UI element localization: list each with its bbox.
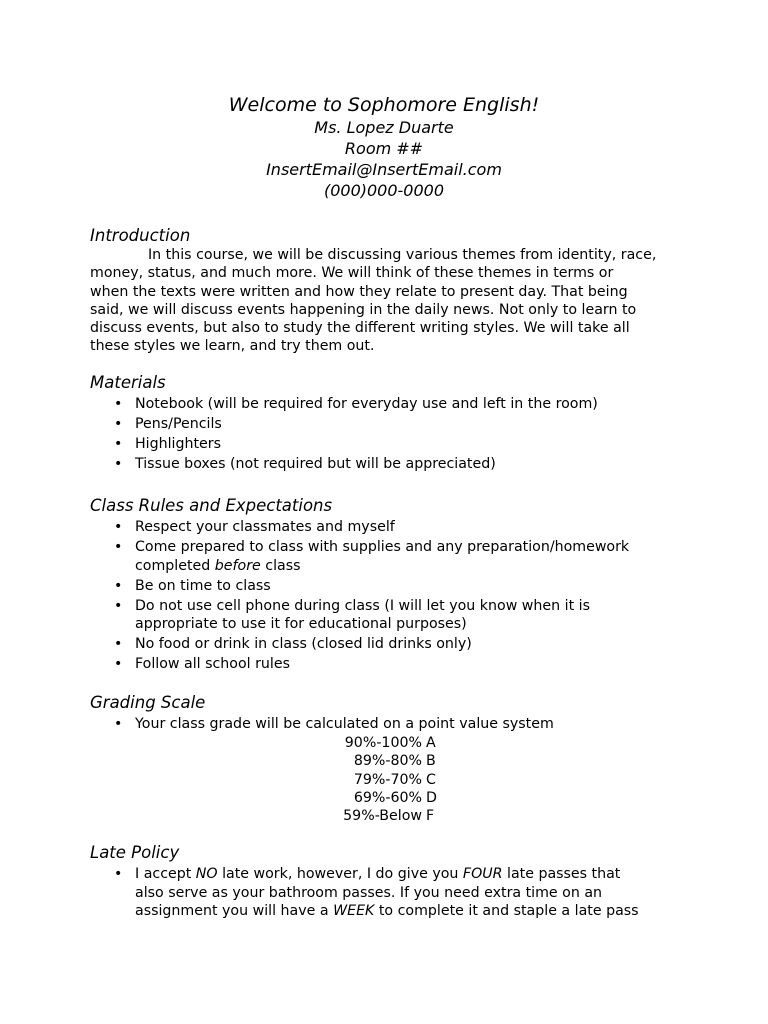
intro-line: when the texts were written and how they relate to present day. That being [90,283,628,300]
bullet-icon: • [114,416,123,432]
list-item: • Follow all school rules [114,656,290,672]
bullet-icon: • [114,636,123,652]
list-item: • No food or drink in class (closed lid drinks only) [114,636,472,652]
list-item: • Come prepared to class with supplies and any preparation/homework completed before class [114,539,630,574]
intro-line: these styles we learn, and try them out. [90,338,375,355]
grade-row: 90%-100% A [344,735,436,751]
room-number: Room ## [344,139,424,158]
list-item: • Highlighters [114,436,222,452]
list-item: • Be on time to class [114,577,271,594]
grading-heading: Grading Scale [90,693,206,712]
list-item: • Pens/Pencils [114,416,222,432]
list-item: • I accept NO late work, however, I do give you FOUR late passes that also serve as your bathroom passes. If you need extra time on an assignment you will have a WEEK to complete it and staple a late pass [114,866,639,919]
list-item: • Tissue boxes (not required but will be appreciated) [114,456,496,472]
introduction-heading: Introduction [90,226,191,245]
rules-list [90,518,690,675]
grading-list [90,715,690,735]
list-item: • Respect your classmates and myself [114,519,395,535]
bullet-icon: • [114,519,123,535]
grade-scale [334,734,437,825]
list-item: • Do not use cell phone during class (I will let you know when it is appropriate to use it for educational purposes) [114,597,590,632]
bullet-icon: • [114,577,123,594]
teacher-phone: (000)000-0000 [323,181,445,200]
bullet-icon: • [114,597,123,614]
bullet-icon: • [114,539,123,555]
teacher-name: Ms. Lopez Duarte [314,118,454,137]
intro-line: In this course, we will be discussing various themes from identity, race, [148,247,657,263]
grade-row: 89%-80% B [353,753,436,770]
intro-line: discuss events, but also to study the different writing styles. We will take all [90,320,630,337]
grade-row: 69%-60% D [353,789,437,806]
late-policy-list [90,865,690,922]
list-item: • Your class grade will be calculated on a point value system [114,716,554,732]
materials-list [90,395,690,475]
materials-heading: Materials [90,373,166,392]
grade-row: 59%-Below F [343,808,435,825]
bullet-icon: • [114,866,123,882]
bullet-icon: • [114,436,123,452]
bullet-icon: • [114,396,123,412]
grade-row: 79%-70% C [353,771,436,788]
document-title: Welcome to Sophomore English! [228,94,540,116]
teacher-email: InsertEmail@InsertEmail.com [266,160,502,179]
bullet-icon: • [114,716,123,732]
rules-heading: Class Rules and Expectations [90,496,333,515]
list-item: • Notebook (will be required for everyday use and left in the room) [114,396,598,412]
introduction-paragraph [90,246,690,356]
bullet-icon: • [114,656,123,672]
intro-line: said, we will discuss events happening in the daily news. Not only to learn to [90,301,637,318]
late-policy-heading: Late Policy [90,843,180,862]
bullet-icon: • [114,456,123,472]
intro-line: money, status, and much more. We will think of these themes in terms or [90,265,614,282]
